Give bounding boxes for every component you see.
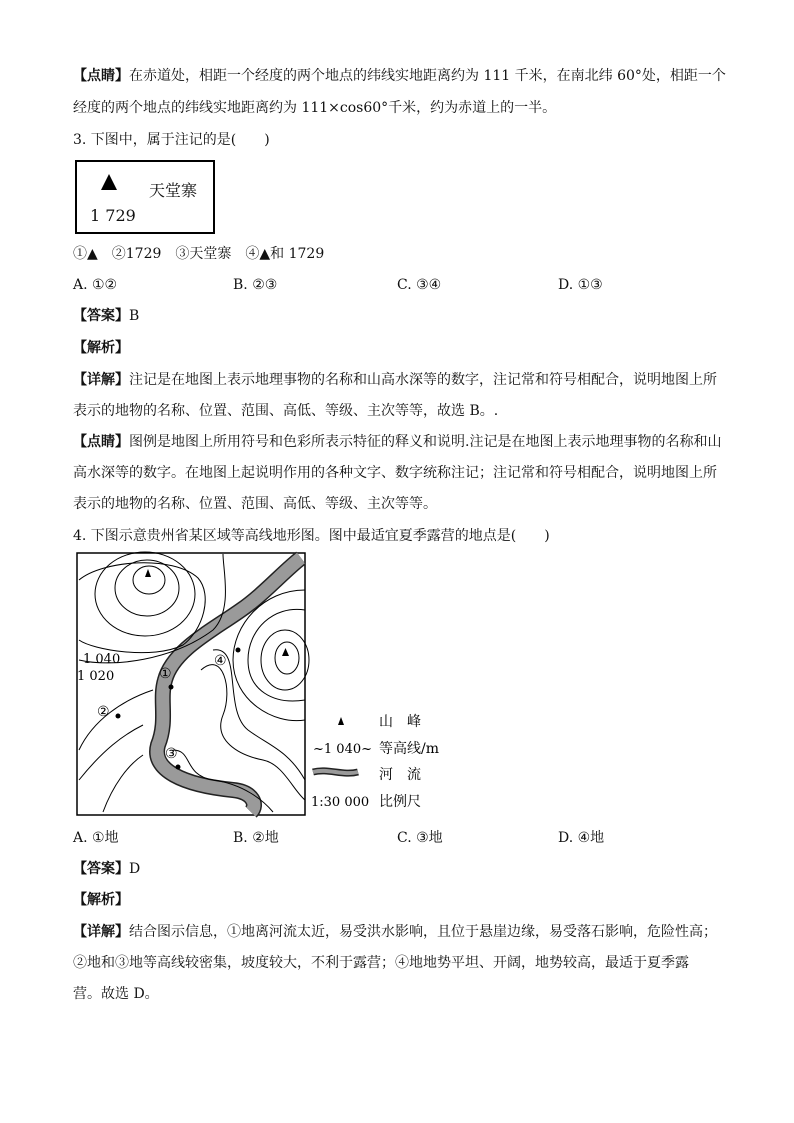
q4-answer: 【答案】D [73,861,141,877]
q3-option-d[interactable]: D. ①③ [558,277,603,293]
q3-option-b[interactable]: B. ②③ [233,277,278,293]
contour-map [73,550,473,820]
legend-river-icon [313,771,358,773]
note-paragraph-line-2: 经度的两个地点的纬线实地距离约为 111×cos60°千米，约为赤道上的一半。 [73,100,557,116]
q3-figure-number: 1 729 [90,206,136,225]
point-2-label: ② [97,704,110,720]
point-1-dot [169,685,174,690]
map-legend [311,714,439,810]
q4-detail-line-3: 营。故选 D。 [73,986,159,1002]
label-1020: 1 020 [77,669,115,684]
q4-stem: 4. 下图示意贵州省某区域等高线地形图。图中最适宜夏季露营的地点是( ) [73,528,550,544]
note-tag: 【点睛】 [73,68,129,84]
point-1-label: ① [159,666,172,682]
label-1040: 1 040 [83,652,121,667]
q3-option-a[interactable]: A. ①② [73,277,118,293]
q3-point-line-1: 【点睛】图例是地图上所用符号和色彩所表示特征的释义和说明.注记是在地图上表示地理事物的名称和山 [73,434,722,450]
legend-contour-symbol: ~1 040~ [313,742,373,757]
legend-peak-label: 山 峰 [379,714,421,730]
q3-point-line-3: 表示的地物的名称、位置、范围、高低、等级、主次等等。 [73,496,437,512]
point-2-dot [116,714,121,719]
q4-option-c[interactable]: C. ③地 [397,830,443,846]
q4-option-b[interactable]: B. ②地 [233,830,279,846]
point-4-dot [236,648,241,653]
q3-stem: 3. 下图中，属于注记的是( ) [73,132,270,148]
q3-answer: 【答案】B [73,308,140,324]
legend-scale-symbol: 1:30 000 [311,795,370,810]
q3-option-c[interactable]: C. ③④ [397,277,442,293]
q3-point-line-2: 高水深等的数字。在地图上起说明作用的各种文字、数字统称注记；注记常和符号相配合，说明地图上所 [73,465,717,481]
legend-scale-label: 比例尺 [379,794,421,810]
q3-detail-line-1: 【详解】注记是在地图上表示地理事物的名称和山高水深等的数字，注记常和符号相配合，说明地图上所 [73,372,717,388]
q4-detail-line-2: ②地和③地等高线较密集，坡度较大，不利于露营；④地地势平坦、开阔，地势较高，最适于夏季露 [73,955,689,971]
point-3-dot [176,765,181,770]
legend-river-label: 河 流 [379,767,421,783]
q3-analysis-tag: 【解析】 [73,340,129,356]
point-3-label: ③ [165,746,178,762]
point-4-label: ④ [214,653,227,669]
legend-peak-icon [338,717,344,725]
q3-figure-name: 天堂寨 [149,181,198,200]
q3-figure-box [75,160,215,234]
q4-option-a[interactable]: A. ①地 [73,830,119,846]
peak-triangle-icon [101,174,117,190]
q4-detail-line-1: 【详解】结合图示信息，①地离河流太近，易受洪水影响，且位于悬崖边缘，易受落石影响，危险性高； [73,924,717,940]
q4-analysis-tag: 【解析】 [73,892,129,908]
q3-items: ①▲ ②1729 ③天堂寨 ④▲和 1729 [73,246,325,262]
legend-contour-label: 等高线/m [379,741,439,757]
note-paragraph-line-1: 【点睛】在赤道处，相距一个经度的两个地点的纬线实地距离约为 111 千米，在南北纬 60°处，相距一个 [73,68,726,84]
q4-option-d[interactable]: D. ④地 [558,830,605,846]
q3-detail-line-2: 表示的地物的名称、位置、范围、高低、等级、主次等等，故选 B。. [73,403,499,419]
